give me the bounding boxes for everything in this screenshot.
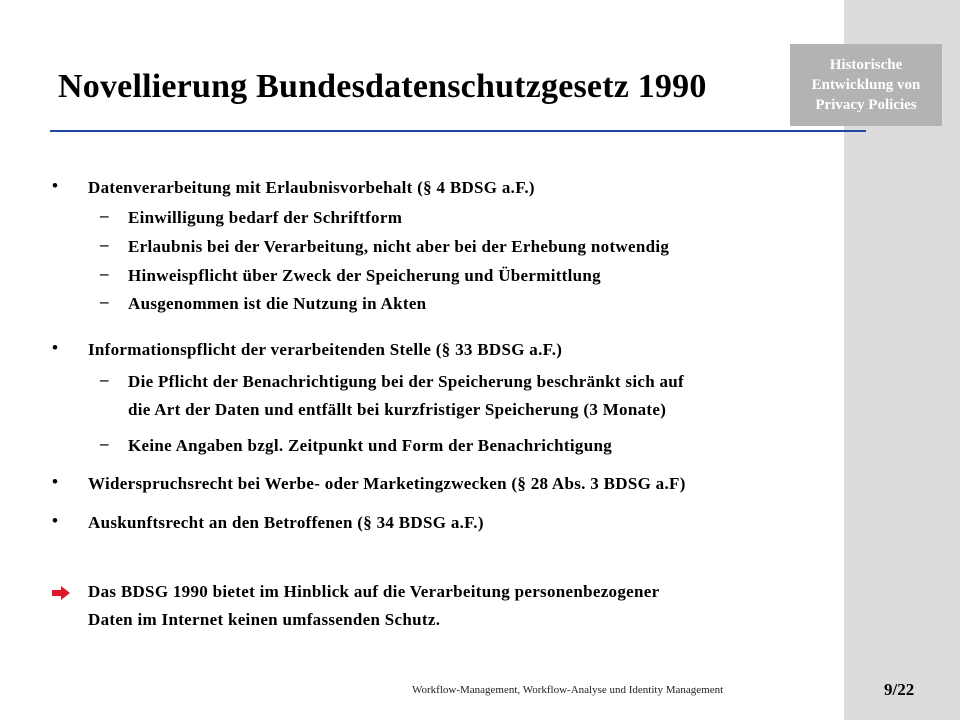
bullet-icon: • (52, 176, 58, 195)
sub-1-3: Hinweispflicht über Zweck der Speicherung und Übermittlung (128, 266, 601, 285)
slide-title: Novellierung Bundesdatenschutzgesetz 1990 (58, 68, 707, 105)
footer-text: Workflow-Management, Workflow-Analyse und Identity Management (412, 684, 724, 696)
red-arrow-icon (52, 586, 70, 600)
dash-icon: – (100, 206, 109, 225)
sub-1-1: Einwilligung bedarf der Schriftform (128, 208, 403, 227)
sub-2-1-cont: die Art der Daten und entfällt bei kurzfristiger Speicherung (3 Monate) (128, 400, 667, 419)
dash-icon: – (100, 235, 109, 254)
bullet-2: Informationspflicht der verarbeitenden Stelle (§ 33 BDSG a.F.) (88, 340, 563, 359)
bullet-icon: • (52, 472, 58, 491)
conclusion-line-2: Daten im Internet keinen umfassenden Schutz. (88, 610, 441, 629)
bullet-4: Auskunftsrecht an den Betroffenen (§ 34 BDSG a.F.) (88, 513, 484, 532)
sub-2-2: Keine Angaben bzgl. Zeitpunkt und Form der Benachrichtigung (128, 436, 613, 455)
section-label: Historische Entwicklung von Privacy Policies (811, 57, 921, 113)
dash-icon: – (100, 434, 109, 453)
bullet-3: Widerspruchsrecht bei Werbe- oder Marketingzwecken (§ 28 Abs. 3 BDSG a.F) (88, 474, 686, 493)
bullet-1: Datenverarbeitung mit Erlaubnisvorbehalt (§ 4 BDSG a.F.) (88, 178, 535, 197)
dash-icon: – (100, 292, 109, 311)
sub-1-4: Ausgenommen ist die Nutzung in Akten (128, 294, 427, 313)
dash-icon: – (100, 264, 109, 283)
dash-icon: – (100, 370, 109, 389)
sub-2-1: Die Pflicht der Benachrichtigung bei der Speicherung beschränkt sich auf (128, 372, 685, 391)
page-number: 9/22 (884, 680, 915, 699)
bullet-icon: • (52, 338, 58, 357)
sub-1-2: Erlaubnis bei der Verarbeitung, nicht aber bei der Erhebung notwendig (128, 237, 670, 256)
conclusion-line-1: Das BDSG 1990 bietet im Hinblick auf die Verarbeitung personenbezogener (88, 582, 660, 601)
bullet-icon: • (52, 511, 58, 530)
